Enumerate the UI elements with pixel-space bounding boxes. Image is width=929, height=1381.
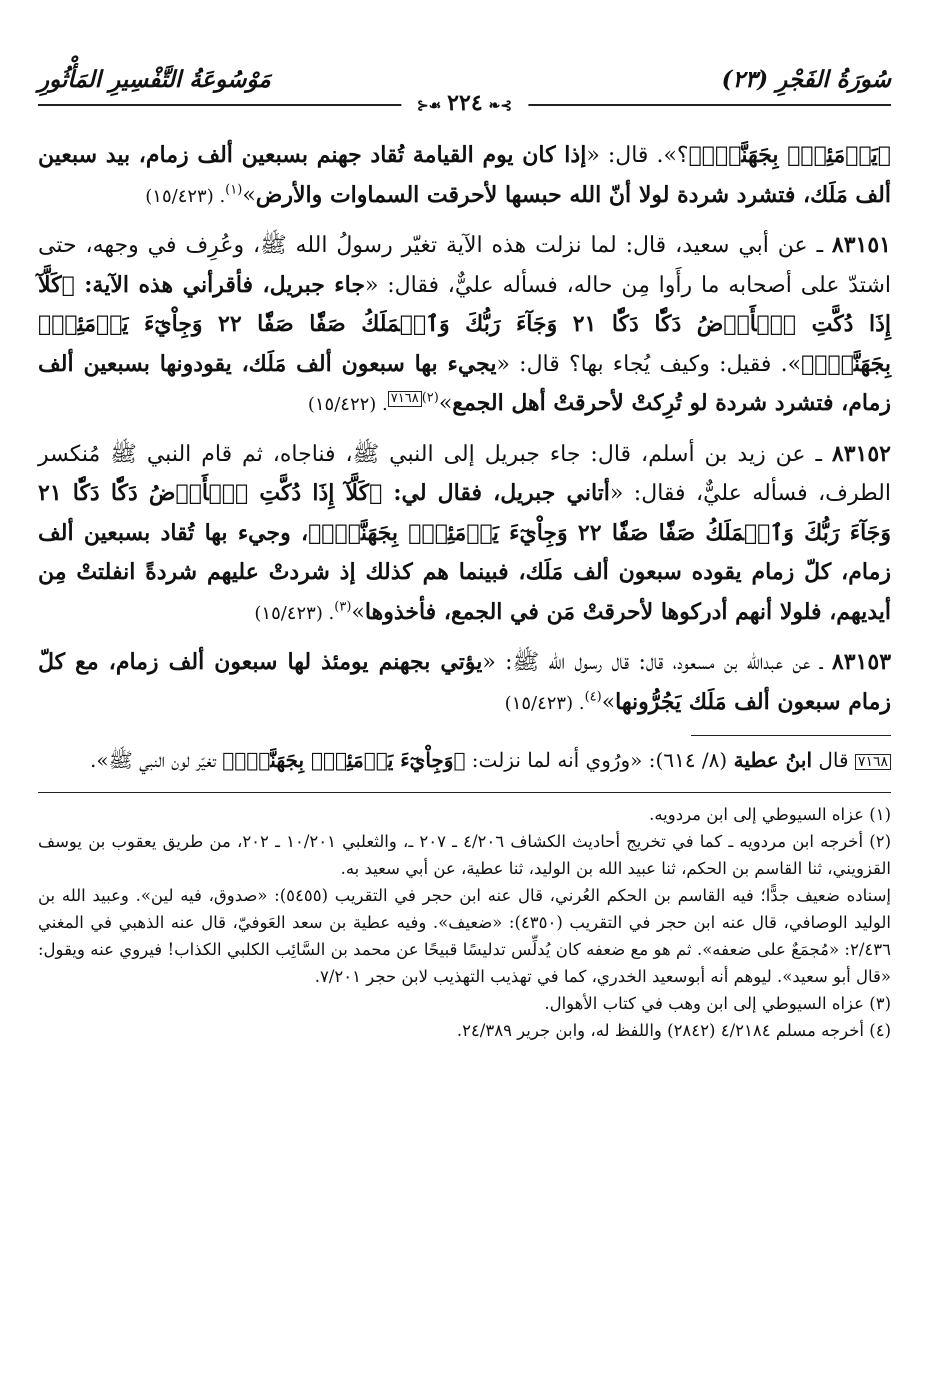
quran-quote: ﴿كَلَّآ إِذَا دُكَّتِ ٱلۡأَرۡضُ دَكّٗا دَكّٗا ٢١ وَجَآءَ رَبُّكَ وَٱلۡمَلَكُ صَفّٗا صَفّٗا ٢٢ وَجِاْيٓءَ يَوۡمَئِذِۭ بِجَهَنَّمَۚ﴾ <box>38 480 892 546</box>
paragraph-83153 <box>38 643 891 723</box>
page-header <box>38 52 891 116</box>
footnote: (٢) أخرجه ابن مردويه ـ كما في تخريج أحاديث الكشاف ٤/٢٠٦ ـ ٢٠٧ ـ، والثعلبي ١٠/٢٠١ ـ ٢٠٢، من طريق يعقوب بن يوسف القزويني، ثنا القاسم بن الحكم، ثنا عبيد الله بن الوليد، ثنا عطية، عن أبي سعيد به. <box>38 832 892 878</box>
cross-reference-box[interactable]: ٧١٦٨ <box>388 391 422 407</box>
paragraph-83152 <box>38 435 891 634</box>
page-number <box>401 90 528 116</box>
text-run: ؟». قال: « <box>586 143 689 168</box>
footnote: (٣) عزاه السيوطي إلى ابن وهب في كتاب الأهوال. <box>544 994 891 1013</box>
footnote-marker[interactable]: (١) <box>225 182 243 198</box>
text-run: قال <box>812 748 855 772</box>
note-divider <box>691 735 891 736</box>
hadith-text: يجيء بها سبعون ألف مَلَك، يقودونها بسبعين ألف زمام، فتشرد شردة لو تُرِكتْ لأحرقتْ أهل الجمع <box>38 350 891 416</box>
surah-title: سُورَةُ الفَجْرِ (٢٣) <box>721 66 891 93</box>
footnote: (١) عزاه السيوطي إلى ابن مردويه. <box>649 805 891 824</box>
hadith-text: ، وجيء بها تُقاد بسبعين ألف زمام، كلّ زمام يقوده سبعون ألف مَلَك، فبينما هم كذلك إذ شردتْ عليهم شردةً انفلتتْ مِن أيديهم، فلولا أنهم أدركوها لأحرقتْ مَن في الجمع، فأخذوها <box>38 519 891 625</box>
footnote-divider <box>38 792 891 793</box>
quran-quote: ﴿وَجِاْيٓءَ يَوۡمَئِذِۭ بِجَهَنَّمَۚ﴾ <box>222 748 466 772</box>
footnote-marker[interactable]: (٤) <box>584 689 602 705</box>
text-run: ـ عن زيد بن أسلم، قال: جاء جبريل إلى النبي ﷺ، فناجاه، ثم قام النبي ﷺ مُنكسر الطرف، فسأله عليٌّ، فقال: « <box>38 441 891 506</box>
text-run: » <box>351 599 365 625</box>
entry-number: ٨٣١٥٣ <box>831 649 892 675</box>
page-number-value: ٢٢٤ <box>447 90 483 116</box>
volume-reference: . (١٥/٤٢٢) <box>307 394 388 415</box>
footnote: (٤) أخرجه مسلم ٤/٢١٨٤ (٢٨٤٢) واللفظ له، وابن جرير ٢٤/٣٨٩. <box>456 1021 891 1040</box>
entry-number: ٨٣١٥١ <box>831 232 891 258</box>
note-number-box: ٧١٦٨ <box>855 754 891 770</box>
text-run: تغيّر لون النبي ﷺ». <box>90 748 223 772</box>
quran-quote: ﴿كَلَّآ إِذَا دُكَّتِ ٱلۡأَرۡضُ دَكّٗا دَكّٗا ٢١ وَجَآءَ رَبُّكَ وَٱلۡمَلَكُ صَفّٗا صَفّٗا ٢٢ وَجِاْيٓءَ يَوۡمَئِذِۭ بِجَهَنَّمَۚ﴾ <box>38 271 892 377</box>
footnote: إسناده ضعيف جدًّا؛ فيه القاسم بن الحكم العُرني، قال عنه ابن حجر في التقريب (٥٤٥٥): «صدوق، فيه لين». وعبيد الله بن الوليد الوصافي، قال عنه ابن حجر في التقريب (٤٣٥٠): «ضعيف». وفيه عطية بن سعد العَوفيّ، قال عنه الذهبي في المغني ٢/٤٣٦: «مُجمَعٌ على ضعفه». ثم هو مع ضعفه كان يُدلِّس تدليسًا قبيحًا عن محمد بن السَّائِب الكلبي الكذاب! فيروي عنه ويقول: «قال أبو سعيد». ليوهم أنه أبوسعيد الخدري، كما في تهذيب التهذيب لابن حجر ٧/٢٠١. <box>38 886 892 986</box>
entry-number: ٨٣١٥٢ <box>831 440 891 467</box>
footnotes <box>38 801 891 1044</box>
quran-quote: ﴿يَوۡمَئِذِۭ بِجَهَنَّمَۚ﴾ <box>688 142 891 168</box>
note-author: ابنُ عطية <box>733 748 813 772</box>
hadith-text: إذا كان يوم القيامة تُقاد جهنم بسبعين ألف زمام، بيد سبعين ألف مَلَك، فتشرد شردة لولا أنّ الله حبسها لأحرقت السماوات والأرض <box>38 142 891 208</box>
volume-reference: . (١٥/٤٢٣) <box>145 185 226 207</box>
book-title: مَوْسُوعَةُ التَّفْسِيرِ المَأْثُورِ <box>38 66 271 93</box>
volume-reference: . (١٥/٤٢٣) <box>254 602 335 624</box>
volume-reference: . (١٥/٤٢٣) <box>504 692 585 714</box>
footnote-marker[interactable]: (٣) <box>334 599 352 615</box>
text-run: ». فقيل: وكيف يُجاء بها؟ قال: « <box>496 351 802 377</box>
text-run: » <box>242 182 256 208</box>
hadith-text: أتاني جبريل، فقال لي: <box>382 480 610 506</box>
page <box>38 52 891 1341</box>
footnote-marker[interactable]: (٢) <box>421 390 439 406</box>
paragraph-83151 <box>38 226 891 425</box>
text-run: (٨/ ٦١٤): «ورُوي أنه لما نزلت: <box>465 748 734 772</box>
paragraph-continued <box>38 136 891 216</box>
text-run: » <box>601 689 616 715</box>
ornament-icon: ⊱❧ <box>488 98 513 114</box>
commentary-note <box>38 742 891 778</box>
hadith-text: جاء جبريل، فأقرأني هذه الآية: <box>74 271 365 298</box>
hadith-text: يؤتي بجهنم يومئذ لها سبعون ألف زمام، مع كلّ زمام سبعون ألف مَلَك يَجُرُّونها <box>38 649 891 715</box>
text-run: ـ عن أبي سعيد، قال: لما نزلت هذه الآية تغيّر رسولُ الله ﷺ، وعُرِف في وجهه، حتى اشتدّ على أصحابه ما رأَوا مِن حاله، فسأله عليٌّ، فقال: « <box>38 233 891 298</box>
ornament-icon: ☙⊰ <box>416 98 442 114</box>
text-run: ـ عن عبدالله بن مسعود، قال: قال رسول الله ﷺ: « <box>482 650 832 675</box>
text-run: » <box>438 391 453 416</box>
main-text <box>38 136 891 1044</box>
